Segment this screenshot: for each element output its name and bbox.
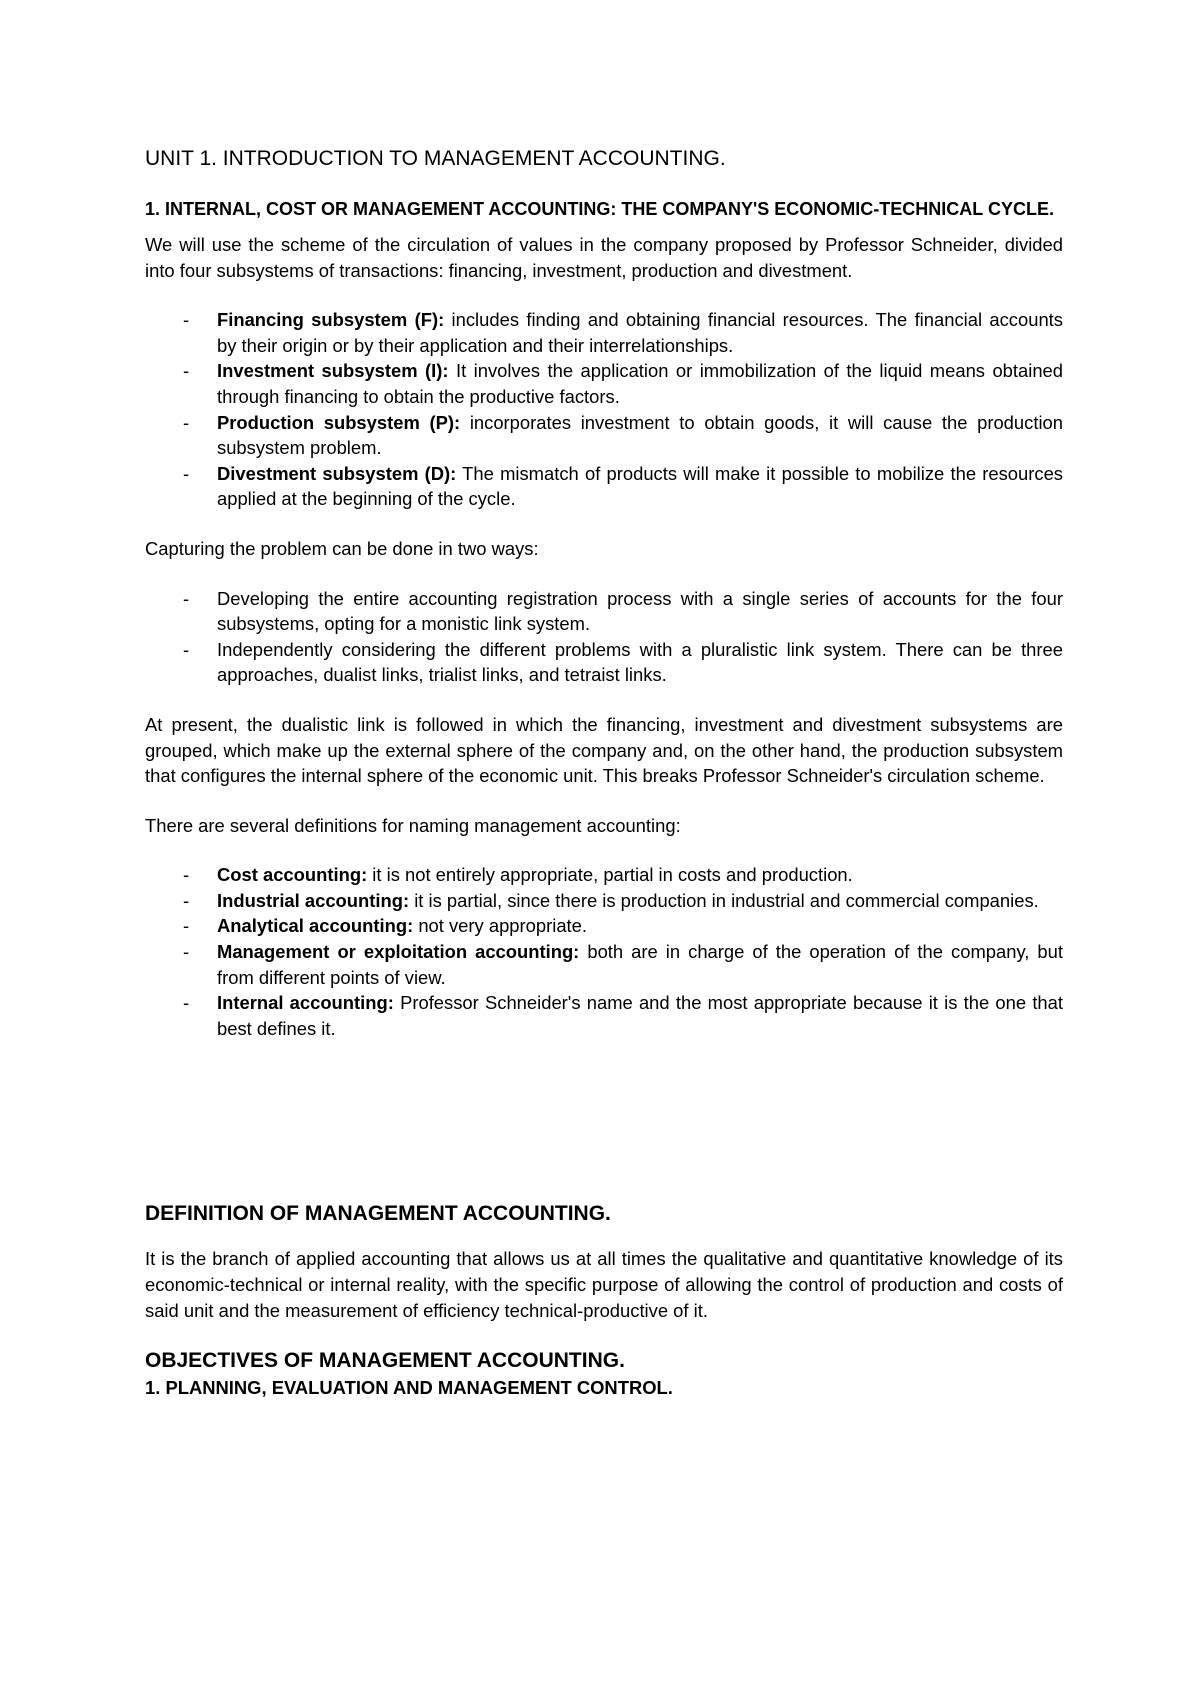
dash-bullet: - [183, 309, 190, 331]
list-item-text: includes finding and obtaining financial resources. The financial accounts by their origin or by their application and their interrelationships. [217, 309, 1063, 356]
objectives-subheading: 1. PLANNING, EVALUATION AND MANAGEMENT CONTROL. [145, 1377, 673, 1399]
dash-bullet: - [183, 638, 190, 660]
capturing-intro: Capturing the problem can be done in two ways: [145, 537, 539, 559]
section-1-heading: 1. INTERNAL, COST OR MANAGEMENT ACCOUNTING: THE COMPANY'S ECONOMIC-TECHNICAL CYCLE. [145, 199, 1054, 219]
dash-bullet: - [183, 360, 190, 382]
list-item-term: Production subsystem (P): [217, 411, 461, 433]
subsystems-list [145, 307, 1063, 512]
definition-text: It is the branch of applied accounting that allows us at all times the qualitative and quantitative knowledge of its economic-technical or internal reality, with the specific purpose of allowing the control of production and costs of said unit and the measurement of efficiency technical-productive of it. [145, 1248, 1063, 1321]
list-item-term: Financing subsystem (F): [217, 309, 445, 331]
dash-bullet: - [183, 992, 190, 1014]
list-item [145, 586, 1063, 637]
dash-bullet: - [183, 587, 190, 609]
list-item-text: Independently considering the different problems with a pluralistic link system. There can be three approaches, dualist links, trialist links, and tetraist links. [217, 638, 1063, 686]
dash-bullet: - [183, 864, 190, 886]
list-item-text: It involves the application or immobilization of the liquid means obtained through financing to obtain the productive factors. [217, 360, 1064, 407]
definition-heading: DEFINITION OF MANAGEMENT ACCOUNTING. [145, 1202, 611, 1226]
list-item-text: Developing the entire accounting registration process with a single series of accounts for the four subsystems, opting for a monistic link system. [217, 587, 1063, 635]
list-item-term: Investment subsystem (I): [217, 360, 449, 382]
dash-bullet: - [183, 462, 190, 484]
list-item-term: Management or exploitation accounting: [217, 941, 580, 963]
list-item [145, 888, 1063, 914]
list-item-text: not very appropriate. [413, 915, 587, 937]
objectives-heading: OBJECTIVES OF MANAGEMENT ACCOUNTING. [145, 1349, 625, 1373]
list-item [145, 637, 1063, 688]
list-item-term: Industrial accounting: [217, 889, 410, 911]
list-item-text: The mismatch of products will make it possible to mobilize the resources applied at the beginning of the cycle. [217, 462, 1063, 510]
definitions-list [145, 862, 1063, 1041]
list-item-term: Internal accounting: [217, 992, 394, 1014]
dash-bullet: - [183, 915, 190, 937]
list-item-text: both are in charge of the operation of the company, but from different points of view. [217, 941, 1063, 988]
list-item-term: Analytical accounting: [217, 915, 414, 937]
list-item [145, 358, 1063, 409]
list-item-term: Divestment subsystem (D): [217, 462, 457, 484]
list-item [145, 461, 1063, 512]
list-item [145, 862, 1063, 888]
unit-title: UNIT 1. INTRODUCTION TO MANAGEMENT ACCOUNTING. [145, 147, 726, 170]
dash-bullet: - [183, 941, 190, 963]
list-item-text: it is not entirely appropriate, partial in costs and production. [367, 864, 853, 886]
ways-list [145, 586, 1063, 688]
list-item [145, 990, 1063, 1041]
list-item-text: incorporates investment to obtain goods, it will cause the production subsystem problem. [217, 411, 1063, 459]
list-item [145, 913, 1063, 939]
document-page [145, 138, 1063, 1401]
list-item-term: Cost accounting: [217, 864, 368, 886]
present-paragraph: At present, the dualistic link is followed in which the financing, investment and divestment subsystems are grouped, which make up the external sphere of the company and, on the other hand, the production subsystem that configures the internal sphere of the economic unit. This breaks Professor Schneider's circulation scheme. [145, 713, 1063, 787]
list-item-text: Professor Schneider's name and the most appropriate because it is the one that best defines it. [217, 992, 1063, 1039]
list-item [145, 307, 1063, 358]
list-item [145, 939, 1063, 990]
definitions-intro: There are several definitions for naming management accounting: [145, 814, 681, 836]
list-item [145, 410, 1063, 461]
dash-bullet: - [183, 411, 190, 433]
dash-bullet: - [183, 889, 190, 911]
list-item-text: it is partial, since there is production in industrial and commercial companies. [409, 889, 1039, 911]
blank-space [145, 1065, 1063, 1200]
section-1-intro: We will use the scheme of the circulation of values in the company proposed by Professor Schneider, divided into four subsystems of transactions: financing, investment, production and divestment. [145, 234, 1063, 281]
